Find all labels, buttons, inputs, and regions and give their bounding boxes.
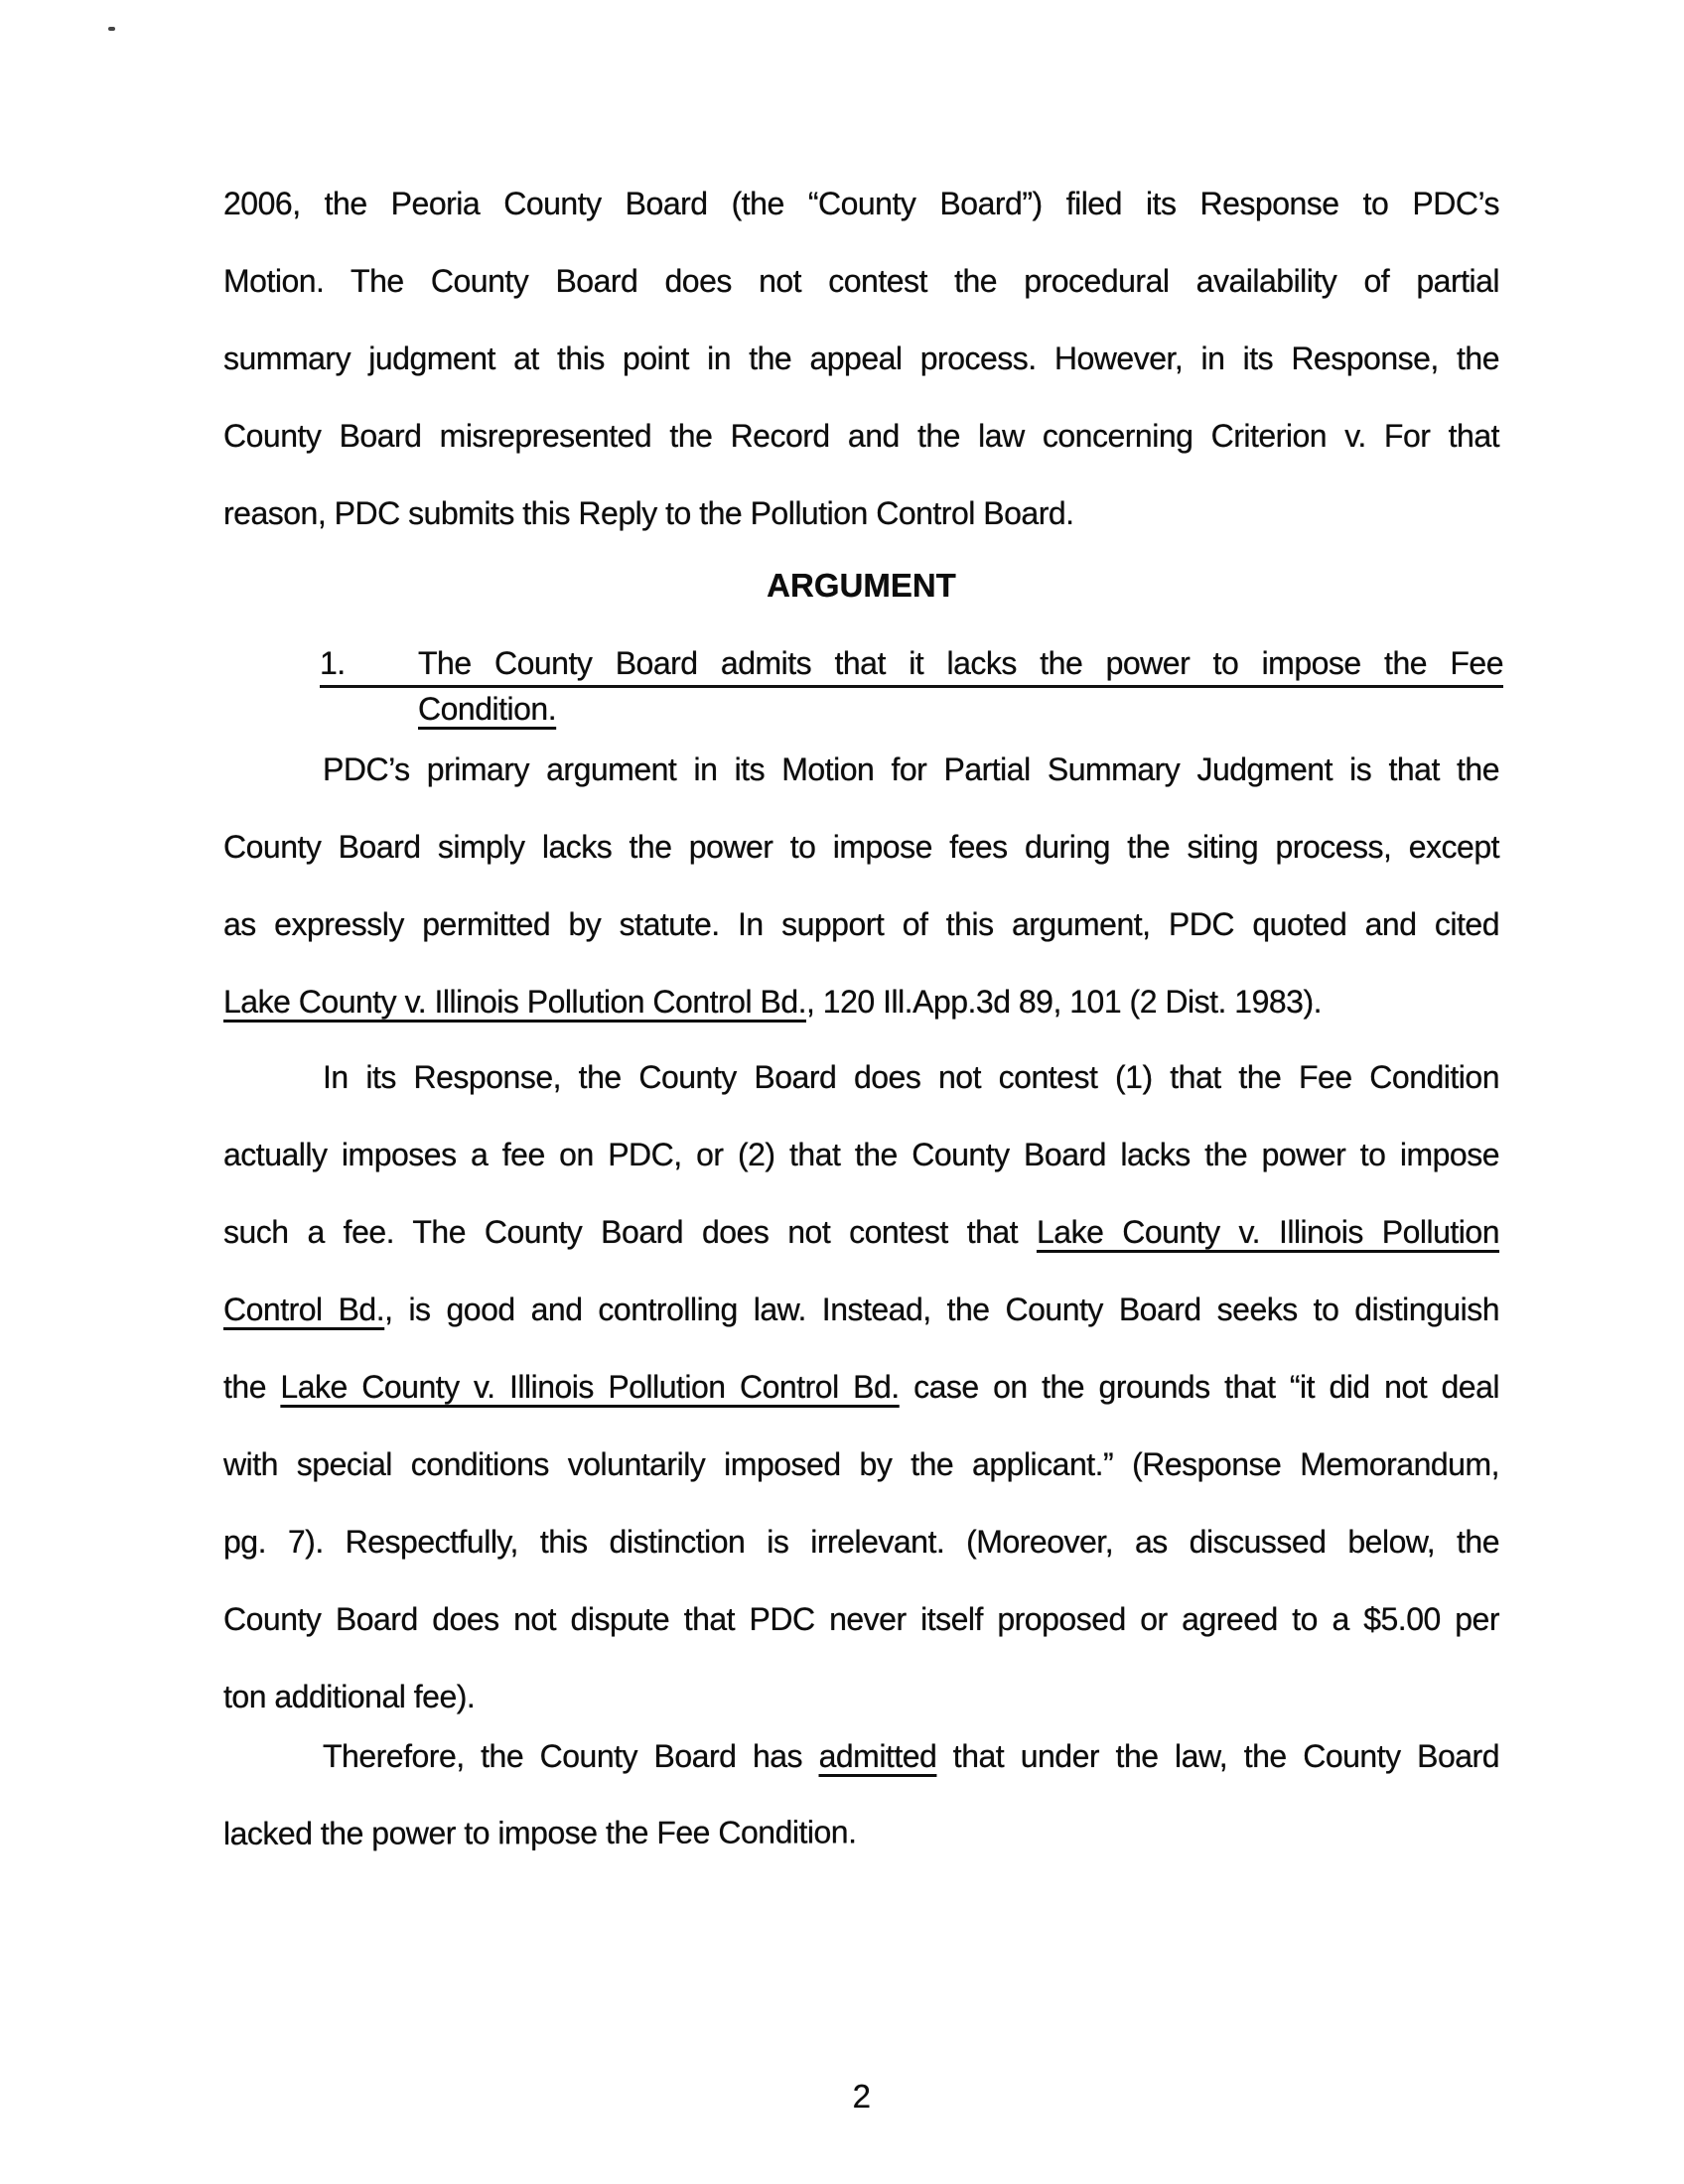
text-run: , 120 Ill.App.3d 89, 101 (2 Dist. 1983). [806, 984, 1322, 1020]
text-run: County Board simply lacks the power to impose fees during the siting process, except [223, 829, 1499, 865]
text-run: with special conditions voluntarily imposed by the applicant.” (Response Memorandum, [223, 1446, 1499, 1482]
text-run: summary judgment at this point in the appeal process. However, in its Response, the [223, 341, 1499, 376]
text-run: Motion. The County Board does not contest the procedural availability of partial [223, 263, 1499, 299]
text-line [223, 1193, 1499, 1271]
text-line [223, 1271, 1499, 1348]
paragraph-primary-argument [223, 731, 1499, 1040]
page-number: 2 [852, 2078, 871, 2115]
text-run: pg. 7). Respectfully, this distinction is irrelevant. (Moreover, as discussed below, the [223, 1524, 1499, 1560]
text-line [223, 808, 1499, 886]
text-line [223, 1426, 1499, 1503]
text-run: the [223, 1369, 281, 1405]
text-line [223, 1503, 1499, 1580]
text-run: lacked the power to impose the Fee Condition. [222, 1814, 857, 1851]
text-run: ton additional fee). [223, 1679, 476, 1714]
text-line [223, 320, 1499, 397]
underlined-text-run: admitted [818, 1738, 937, 1774]
text-run: actually imposes a fee on PDC, or (2) that the County Board lacks the power to impose [223, 1137, 1499, 1172]
text-run: reason, PDC submits this Reply to the Pollution Control Board. [223, 495, 1074, 531]
paragraph-conclusion [223, 1717, 1499, 1872]
underlined-text-run: Lake County v. Illinois Pollution Control Bd. [280, 1369, 900, 1405]
section-1-heading-line-2: Condition. [418, 691, 557, 727]
text-run: County Board misrepresented the Record and the law concerning Criterion v. For that [223, 418, 1499, 454]
text-line [223, 397, 1499, 475]
section-1-heading [320, 643, 1503, 688]
text-line [223, 963, 1499, 1040]
scan-speck [108, 27, 115, 31]
text-run: that under the law, the County Board [936, 1738, 1500, 1774]
text-run: In its Response, the County Board does not contest (1) that the Fee Condition [323, 1059, 1499, 1095]
paragraph-intro-continued [223, 165, 1499, 552]
paragraph-response-analysis [223, 1038, 1499, 1735]
underlined-text-run: Lake County v. Illinois Pollution Control Bd. [223, 984, 806, 1020]
argument-heading: ARGUMENT [767, 567, 956, 604]
underlined-text-run: Lake County v. Illinois Pollution [1036, 1214, 1500, 1250]
text-line [223, 1348, 1499, 1426]
text-line [223, 1038, 1499, 1116]
text-run: such a fee. The County Board does not contest that [223, 1214, 1037, 1250]
text-line [223, 242, 1499, 320]
text-run: 2006, the Peoria County Board (the “County Board”) filed its Response to PDC’s [223, 186, 1499, 221]
text-line [223, 731, 1499, 808]
text-line [223, 1116, 1499, 1193]
text-run: as expressly permitted by statute. In support of this argument, PDC quoted and cited [223, 906, 1499, 942]
section-1-number: 1. [320, 645, 346, 681]
text-run: case on the grounds that “it did not deal [899, 1369, 1500, 1405]
text-line [223, 886, 1499, 963]
text-line [223, 475, 1499, 552]
text-line [223, 1580, 1499, 1658]
text-line [223, 1717, 1499, 1795]
section-1-heading-line-2-wrap [418, 689, 556, 729]
underlined-text-run: Control Bd. [223, 1292, 385, 1327]
text-run: PDC’s primary argument in its Motion for Partial Summary Judgment is that the [323, 751, 1499, 787]
section-1-heading-line-1: The County Board admits that it lacks the power to impose the Fee [418, 645, 1503, 681]
text-run: County Board does not dispute that PDC never itself proposed or agreed to a $5.00 per [223, 1601, 1499, 1637]
text-run: Therefore, the County Board has [323, 1738, 819, 1774]
text-run: , is good and controlling law. Instead, the County Board seeks to distinguish [384, 1292, 1500, 1327]
text-line [223, 1792, 1499, 1872]
text-line [223, 165, 1499, 242]
